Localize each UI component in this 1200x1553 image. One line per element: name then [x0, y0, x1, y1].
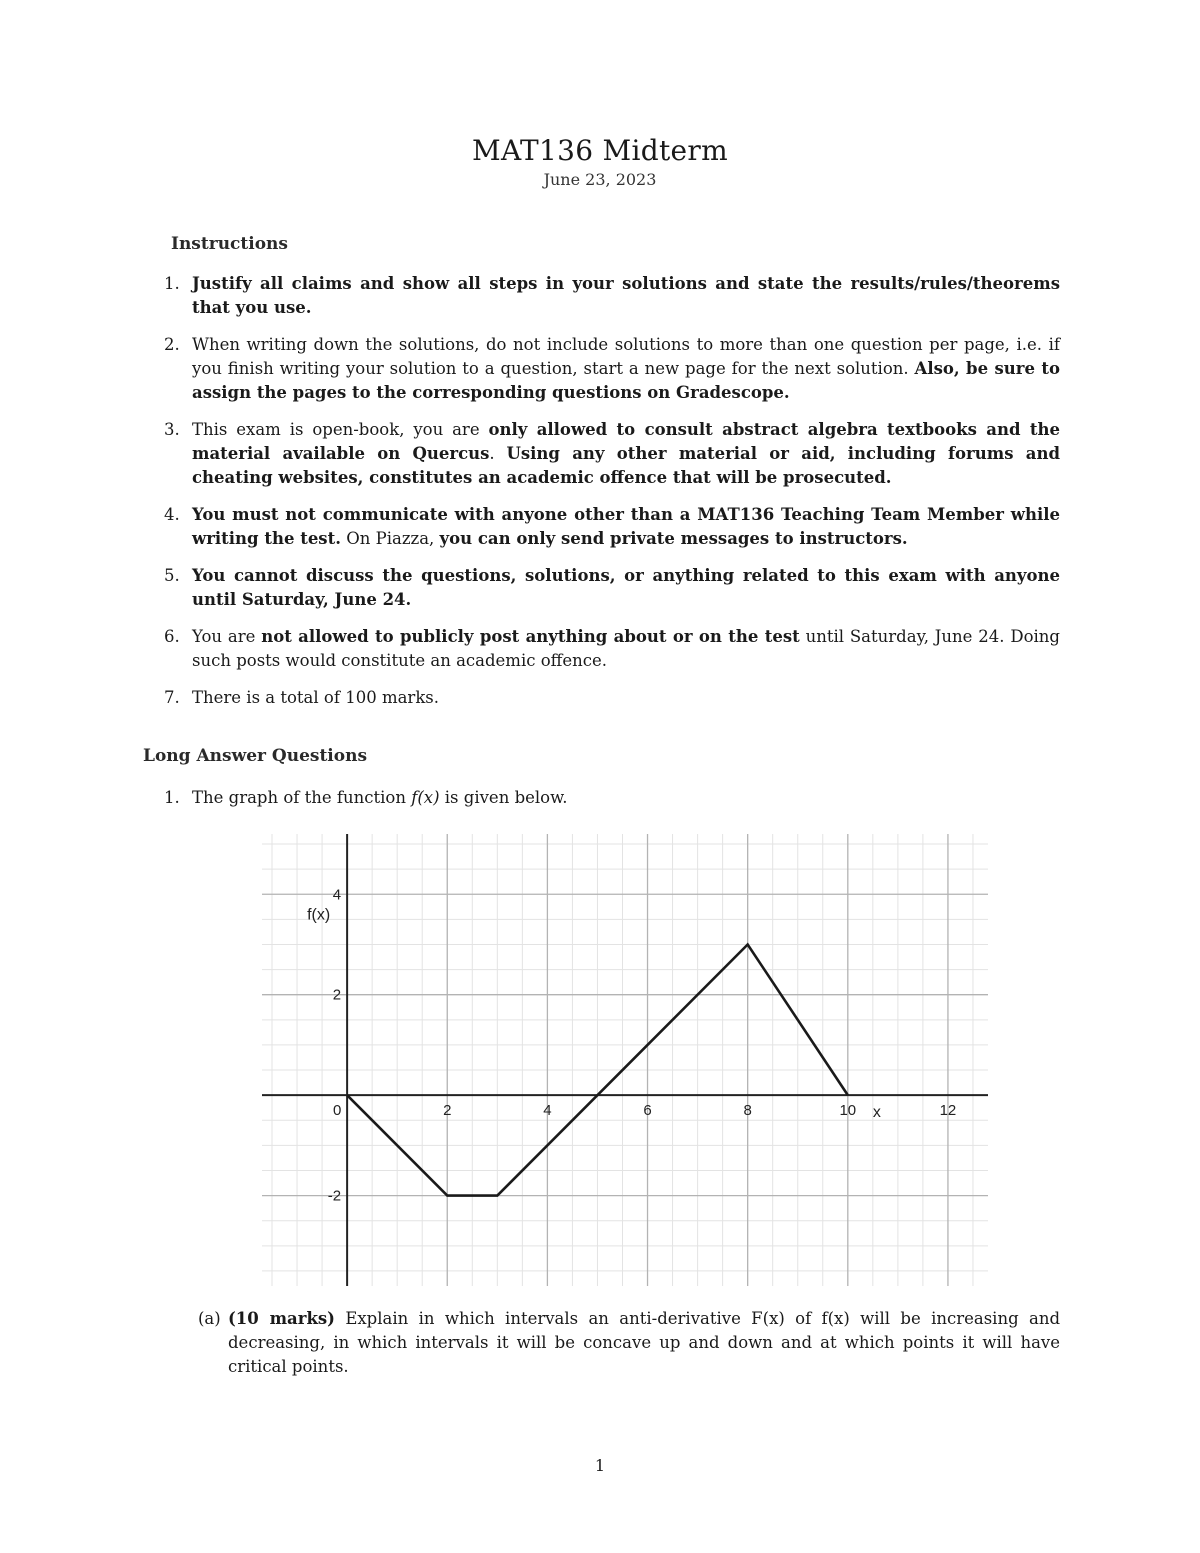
instruction-text: You are: [192, 627, 262, 646]
x-tick-label: 8: [743, 1102, 752, 1120]
question-math: f(x): [411, 788, 440, 807]
question-text: The graph of the function: [192, 788, 412, 807]
part-a-label: (a): [198, 1309, 221, 1328]
instruction-item: [160, 503, 1060, 551]
instruction-text: When writing down the solutions, do not include solutions to more than one question per page, i.e. if you finish writing your solution to a question, start a new page for the next solution.: [192, 335, 1060, 378]
instruction-text-bold: you can only send private messages to instructors.: [439, 529, 908, 548]
instruction-text: Justify all claims and show all steps in your solutions and state the results/rules/theorems that you use.: [192, 274, 1060, 317]
y-axis-label: f(x): [307, 906, 331, 924]
instructions-heading: Instructions: [171, 234, 288, 254]
function-graph: [262, 834, 988, 1286]
instruction-text: until Saturday, June 24. Doing such posts would constitute an academic offence.: [192, 627, 1060, 670]
instruction-text: On Piazza,: [340, 529, 440, 548]
y-tick-label: -2: [327, 1187, 342, 1205]
part-a-text: Explain in which intervals an anti-derivative F(x) of f(x) will be increasing and decreasing, in which intervals it will be concave up and down and at which points it will have critical points.: [228, 1309, 1061, 1376]
item-number: 1.: [164, 274, 180, 293]
instruction-item: [160, 272, 1060, 320]
instruction-text-bold: Using any other material or aid, including forums and cheating websites, constitutes an academic offence that will be prosecuted.: [192, 444, 1060, 487]
instruction-text-bold: not allowed to publicly post anything about or on the test: [261, 627, 800, 646]
instruction-text-bold: Also, be sure to assign the pages to the corresponding questions on Gradescope.: [192, 359, 1060, 402]
item-number: 2.: [164, 335, 180, 354]
instruction-item: [160, 418, 1060, 490]
x-axis-label: x: [872, 1104, 881, 1122]
exam-title: MAT136 Midterm: [472, 134, 728, 167]
instruction-text: This exam is open-book, you are: [192, 420, 489, 439]
instruction-text-bold: You cannot discuss the questions, solutions, or anything related to this exam with anyone until Saturday, June 24.: [192, 566, 1060, 609]
x-tick-label: 10: [839, 1102, 857, 1120]
instruction-item: [160, 333, 1060, 405]
item-number: 6.: [164, 627, 180, 646]
item-number: 7.: [164, 688, 180, 707]
item-number: 4.: [164, 505, 180, 524]
instruction-text-bold: only allowed to consult abstract algebra textbooks and the material available on Quercus: [192, 420, 1060, 463]
instruction-item: [160, 686, 1060, 710]
major-grid: [262, 834, 988, 1286]
page-number: 1: [594, 1456, 606, 1475]
x-tick-label: 12: [939, 1102, 957, 1120]
instruction-item: [160, 564, 1060, 612]
part-a: [198, 1307, 1060, 1379]
item-number: 5.: [164, 566, 180, 585]
item-number: 3.: [164, 420, 180, 439]
exam-date: June 23, 2023: [543, 170, 657, 189]
x-tick-label: 0: [332, 1102, 342, 1120]
instruction-text: There is a total of 100 marks.: [192, 688, 440, 707]
question-1: [164, 788, 568, 807]
question-number: 1.: [164, 788, 180, 807]
question-text: is given below.: [439, 788, 568, 807]
long-answer-heading: Long Answer Questions: [143, 746, 368, 766]
instructions-list: [160, 272, 1060, 723]
instruction-text: .: [489, 444, 507, 463]
x-tick-label: 6: [643, 1102, 652, 1120]
instruction-item: [160, 625, 1060, 673]
minor-grid: [262, 834, 988, 1286]
instruction-text-bold: You must not communicate with anyone other than a MAT136 Teaching Team Member while writing the test.: [192, 505, 1060, 548]
y-tick-label: 2: [332, 986, 342, 1004]
axes: [262, 834, 988, 1286]
x-tick-label: 2: [443, 1102, 452, 1120]
x-tick-label: 4: [543, 1102, 552, 1120]
y-tick-label: 4: [332, 886, 342, 904]
part-a-marks: (10 marks): [228, 1309, 335, 1328]
